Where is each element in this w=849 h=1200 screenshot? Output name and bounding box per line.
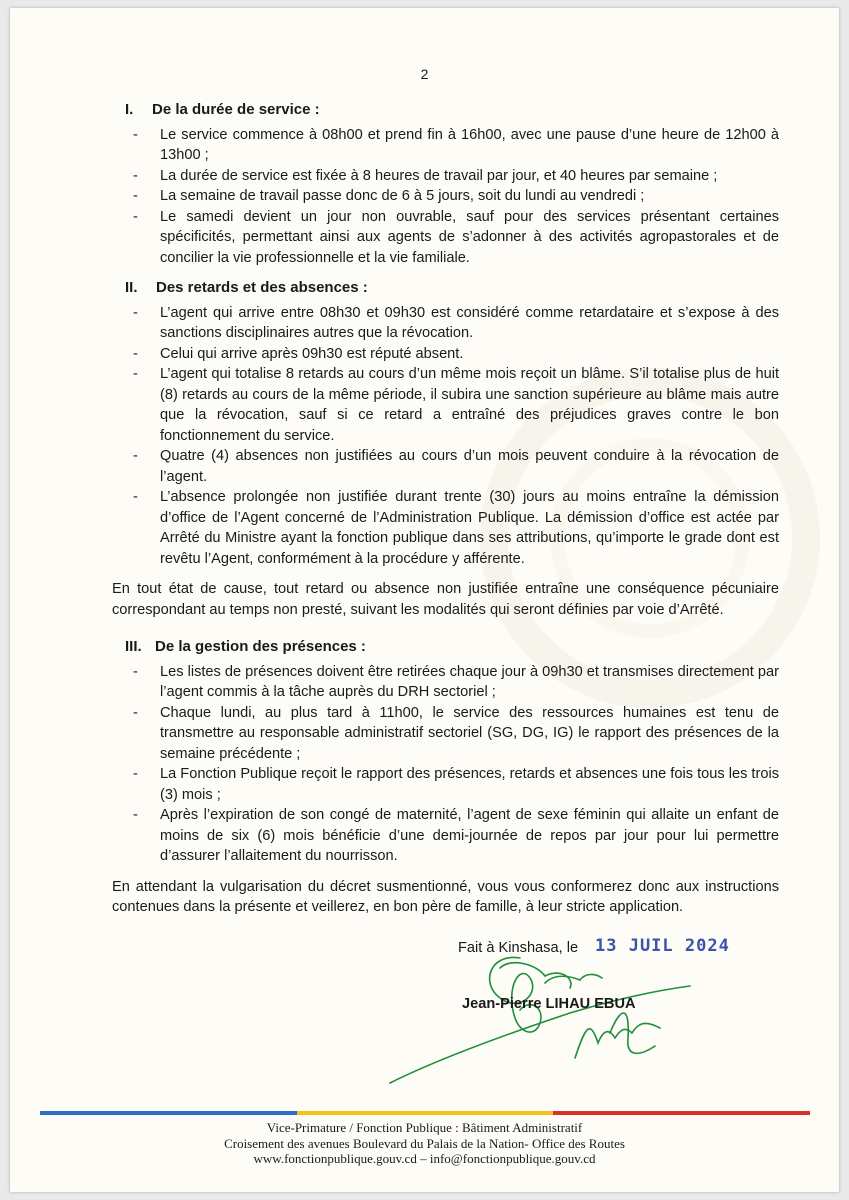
section-heading xyxy=(125,100,779,121)
date-stamp: 13 JUIL 2024 xyxy=(595,936,730,956)
list-item: - La semaine de travail passe donc de 6 à 5 jours, soit du lundi au vendredi ; xyxy=(125,186,779,207)
list-item: - Celui qui arrive après 09h30 est réputé absent. xyxy=(125,344,779,365)
footer-line: Croisement des avenues Boulevard du Palais de la Nation- Office des Routes xyxy=(224,1135,625,1151)
page-footer xyxy=(10,1120,839,1167)
list-item: - Chaque lundi, au plus tard à 11h00, le service des ressources humaines est tenu de transmettre au responsable administratif sectoriel (SG, DG, IG) le rapport des présences de la semaine précédente ; xyxy=(125,703,779,765)
paragraph-consequence: En tout état de cause, tout retard ou absence non justifiée entraîne une conséquence pécuniaire correspondant au temps non presté, suivant les modalités qui seront définies par voie d’Arrêté. xyxy=(112,581,779,618)
flag-yellow-segment xyxy=(297,1111,554,1115)
handwritten-signature-icon xyxy=(370,938,700,1088)
section-heading xyxy=(125,278,779,299)
document-body xyxy=(112,100,779,935)
bullet-list xyxy=(125,662,779,867)
list-item: - La durée de service est fixée à 8 heures de travail par jour, et 40 heures par semaine ; xyxy=(125,166,779,187)
section-number: II. xyxy=(125,279,138,296)
paragraph-conclusion: En attendant la vulgarisation du décret susmentionné, vous vous conformerez donc aux instructions contenues dans la présente et veillerez, en bon père de famille, à leur stricte application. xyxy=(112,878,779,915)
footer-line: Vice-Primature / Fonction Publique : Bâtiment Administratif xyxy=(266,1120,583,1135)
section-gestion-presences xyxy=(125,637,779,867)
footer-line: www.fonctionpublique.gouv.cd – info@fonctionpublique.gouv.cd xyxy=(253,1151,596,1166)
section-heading xyxy=(125,637,779,658)
list-item: - Quatre (4) absences non justifiées au cours d’un mois peuvent conduire à la révocation de l’agent. xyxy=(125,446,779,487)
list-item: - Le samedi devient un jour non ouvrable, sauf pour des services présentant certaines spécificités, permettant ainsi aux agents de s’adonner à des activités agropastorales et de concilier la vie professionnelle et la vie familiale. xyxy=(125,207,779,269)
flag-red-segment xyxy=(553,1111,810,1115)
bullet-list xyxy=(125,303,779,570)
list-item: - L’agent qui totalise 8 retards au cours d’un même mois reçoit un blâme. S’il totalise plus de huit (8) retards au cours de la même période, il subira une sanction supérieure au blâme mais autre que la révocation, sauf si ce retard a entraîné des préjudices graves contre le bon fonctionnement du service. xyxy=(125,364,779,446)
document-page xyxy=(10,8,839,1192)
page-number: 2 xyxy=(420,66,429,82)
section-duree-service xyxy=(125,100,779,268)
section-title: Des retards et des absences : xyxy=(156,279,368,296)
list-item: - L’agent qui arrive entre 08h30 et 09h30 est considéré comme retardataire et s’expose à des sanctions disciplinaires autres que la révocation. xyxy=(125,303,779,344)
section-number: III. xyxy=(125,638,142,655)
list-item: - La Fonction Publique reçoit le rapport des présences, retards et absences une fois tous les trois (3) mois ; xyxy=(125,764,779,805)
list-item: - Le service commence à 08h00 et prend fin à 16h00, avec une pause d’une heure de 12h00 à 13h00 ; xyxy=(125,125,779,166)
signature-place: Fait à Kinshasa, le xyxy=(458,940,579,956)
bullet-list xyxy=(125,125,779,269)
list-item: - Après l’expiration de son congé de maternité, l’agent de sexe féminin qui allaite un enfant de moins de six (6) mois bénéficie d’une demi-journée de repos par jour pour lui permettre d’assurer l’allaitement du nourrisson. xyxy=(125,805,779,867)
section-number: I. xyxy=(125,101,134,118)
section-retards-absences xyxy=(125,278,779,569)
list-item: - Les listes de présences doivent être retirées chaque jour à 09h30 et transmises directement par l’agent commis à la tâche auprès du DRH sectoriel ; xyxy=(125,662,779,703)
flag-color-bar xyxy=(40,1111,810,1115)
signatory-name: Jean-Pierre LIHAU EBUA xyxy=(462,996,636,1012)
section-title: De la durée de service : xyxy=(152,101,320,118)
section-title: De la gestion des présences : xyxy=(155,638,366,655)
list-item: - L’absence prolongée non justifiée durant trente (30) jours au moins entraîne la démission d’office de l’Agent concerné de l’Administration Publique. La démission d’office est actée par Arrêté du Ministre ayant la fonction publique dans ses attributions, qu’importe le grade dont est revêtu l’Agent, conformément à la procédure y afférente. xyxy=(125,487,779,569)
flag-blue-segment xyxy=(40,1111,297,1115)
